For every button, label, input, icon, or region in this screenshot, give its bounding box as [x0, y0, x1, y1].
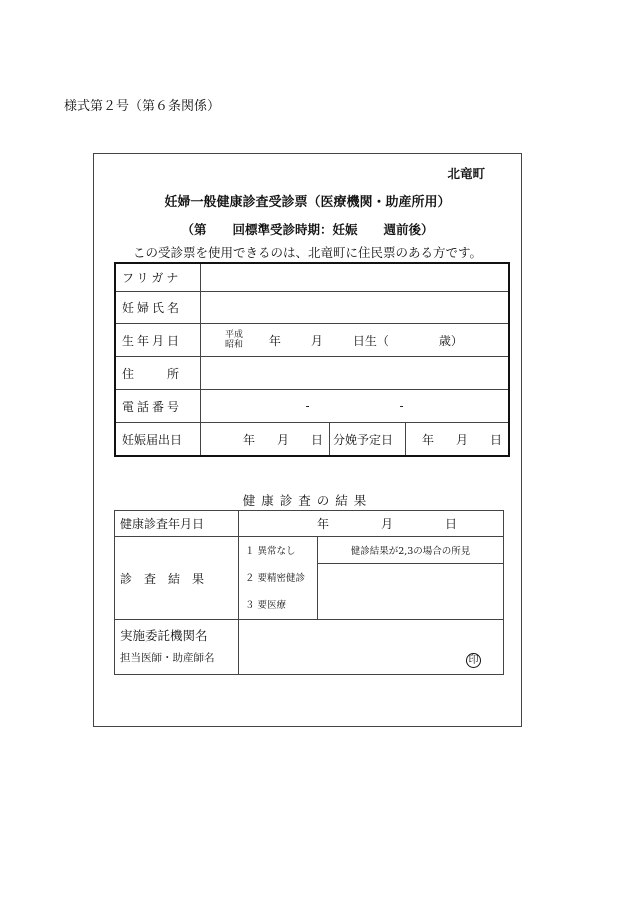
exam-month-label: 月	[380, 517, 393, 531]
due-date-label: 分娩予定日	[330, 423, 406, 457]
dob-month-label: 月	[310, 333, 323, 348]
furigana-label: フリガナ	[115, 263, 201, 292]
result-options[interactable]	[239, 537, 318, 620]
due-day-label: 日	[489, 432, 502, 447]
row-furigana	[115, 263, 509, 292]
exam-date-label: 健康診査年月日	[115, 511, 239, 537]
pregnancy-report-date-field[interactable]	[201, 423, 330, 457]
era-options	[225, 330, 243, 350]
row-exam-date	[115, 511, 504, 537]
row-name	[115, 292, 509, 324]
exam-ticket-card	[93, 153, 522, 727]
row-institution	[115, 620, 504, 675]
phone-field[interactable]	[201, 390, 510, 423]
phone-separator-1: -	[305, 399, 310, 413]
exam-date-field[interactable]	[239, 511, 504, 537]
form-title: 妊婦一般健康診査受診票（医療機関・助産所用）	[164, 195, 451, 210]
due-year-label: 年	[421, 432, 434, 447]
subtitle-part3: 週前後）	[383, 222, 434, 237]
dob-year-label: 年	[268, 333, 281, 348]
phone-separator-2: -	[399, 399, 404, 413]
row-address	[115, 357, 509, 390]
seal-mark: 印	[466, 653, 481, 668]
furigana-field[interactable]	[201, 263, 510, 292]
finding-field[interactable]	[318, 564, 504, 620]
address-field[interactable]	[201, 357, 510, 390]
report-year-label: 年	[242, 432, 255, 447]
patient-info-table	[114, 262, 510, 457]
due-month-label: 月	[455, 432, 468, 447]
exam-day-label: 日	[445, 517, 458, 531]
name-field[interactable]	[201, 292, 510, 324]
result-label: 診 査 結 果	[115, 537, 239, 620]
row-dob	[115, 324, 509, 357]
row-phone	[115, 390, 509, 423]
town-name: 北竜町	[447, 166, 485, 181]
form-subtitle	[94, 220, 521, 238]
dob-day-label: 日生（	[352, 333, 389, 348]
name-label: 妊婦氏名	[115, 292, 201, 324]
row-result-1	[115, 537, 504, 564]
report-day-label: 日	[310, 432, 323, 447]
subtitle-part1: （第	[181, 222, 207, 237]
result-section-title: 健康診査の結果	[242, 493, 373, 508]
exam-year-label: 年	[316, 517, 329, 531]
pregnancy-report-label: 妊娠届出日	[115, 423, 201, 457]
exam-result-table	[114, 510, 504, 675]
row-pregnancy-dates	[115, 423, 509, 457]
subtitle-part2: 回標準受診時期：妊娠	[232, 222, 358, 237]
address-label: 住 所	[115, 357, 201, 390]
dob-label: 生年月日	[115, 324, 201, 357]
result-item-detailed[interactable]: ２ 要精密健診	[245, 572, 306, 584]
phone-label: 電話番号	[115, 390, 201, 423]
report-month-label: 月	[276, 432, 289, 447]
age-label: 歳）	[438, 333, 463, 348]
due-date-field[interactable]	[406, 423, 510, 457]
doctor-label: 担当医師・助産師名	[120, 652, 215, 664]
eligibility-notice: この受診票を使用できるのは、北竜町に住民票のある方です。	[132, 245, 482, 260]
dob-values	[247, 332, 463, 349]
finding-header: 健診結果が2,3の場合の所見	[318, 537, 504, 564]
institution-field[interactable]	[239, 620, 504, 675]
institution-labels	[115, 620, 239, 675]
era-showa: 昭和	[225, 340, 244, 350]
result-item-normal[interactable]: １ 異常なし	[245, 545, 296, 557]
dob-field[interactable]	[201, 324, 510, 357]
result-item-treatment[interactable]: ３ 要医療	[245, 599, 287, 611]
era-heisei: 平成	[225, 330, 244, 340]
institution-label: 実施委託機関名	[120, 628, 208, 643]
form-number: 様式第２号（第６条関係）	[64, 99, 221, 114]
